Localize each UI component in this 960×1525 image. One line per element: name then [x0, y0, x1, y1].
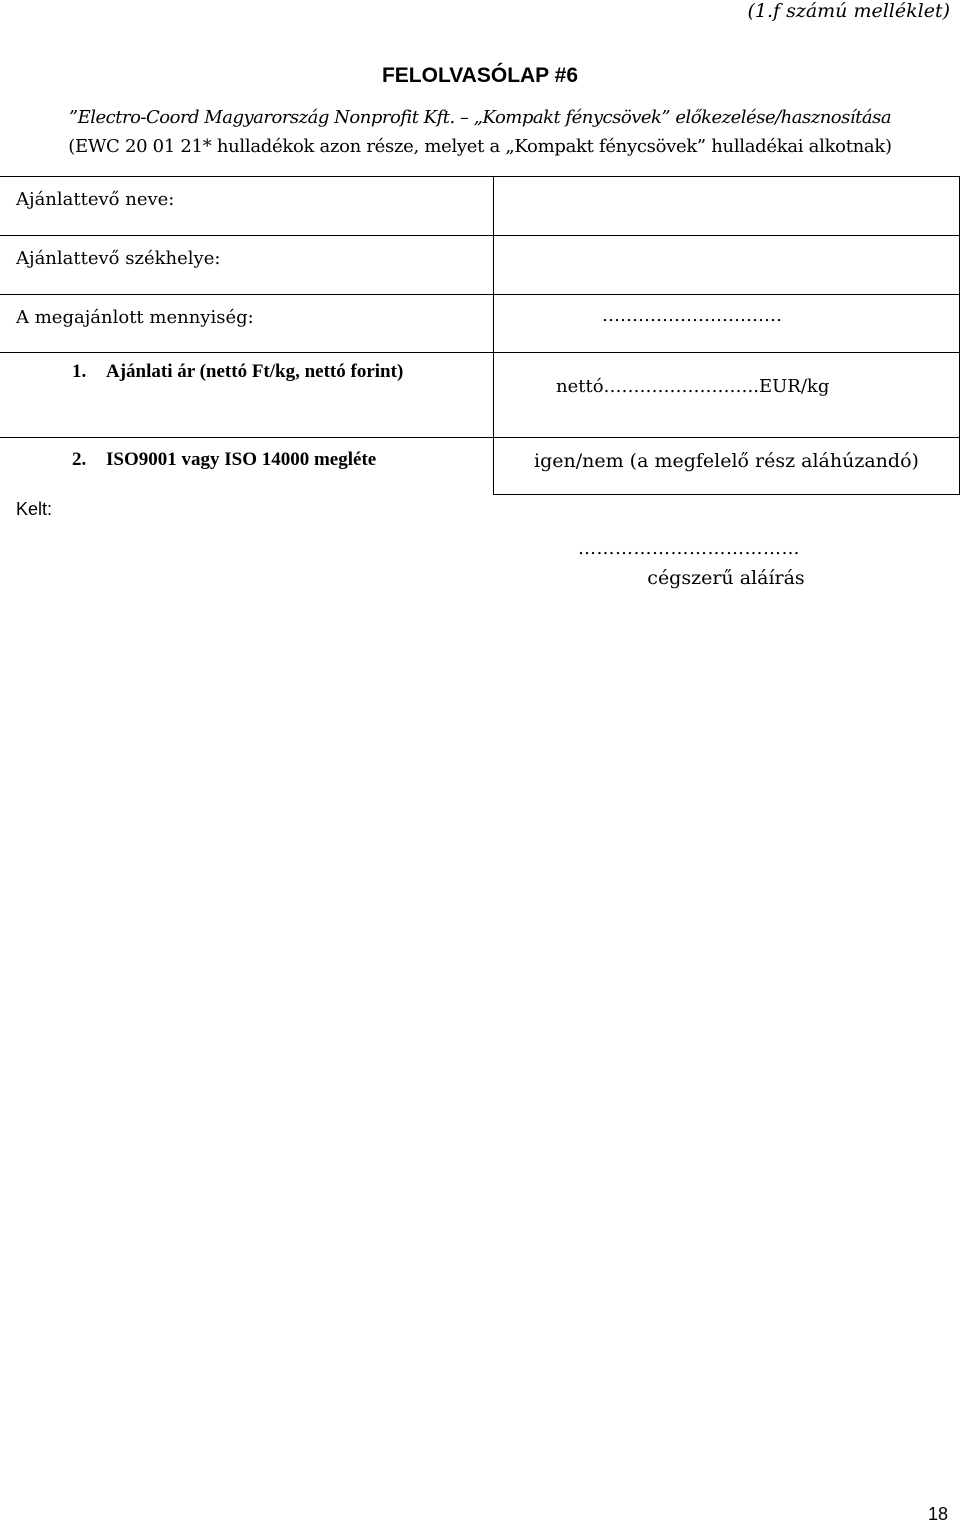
offered-quantity-field[interactable]: ………………………… — [602, 305, 782, 326]
table-row-divider — [0, 437, 960, 438]
annex-label: (1.f számú melléklet) — [747, 0, 950, 22]
page-title: FELOLVASÓLAP #6 — [381, 64, 579, 87]
table-border-top — [0, 176, 960, 177]
signature-label: cégszerű aláírás — [647, 567, 805, 589]
item-number: 2. — [72, 449, 87, 470]
subtitle-line-2: (EWC 20 01 21* hulladékok azon része, melyet a „Kompakt fénycsövek” hulladékai alkotnak) — [68, 136, 892, 157]
signature-line[interactable]: ……………………………… — [578, 538, 800, 559]
bidder-address-field[interactable] — [510, 248, 940, 278]
price-offer-label — [72, 352, 482, 392]
price-offer-field[interactable]: nettó……………………..EUR/kg — [556, 376, 830, 397]
subtitle-line-1: ”Electro-Coord Magyarország Nonprofit Kft. – „Kompakt fénycsövek” előkezelése/hasznosítása — [68, 107, 892, 128]
bidder-name-label: Ajánlattevő neve: — [16, 189, 175, 210]
bidder-address-label: Ajánlattevő székhelye: — [16, 248, 221, 269]
table-column-divider — [493, 176, 494, 495]
iso-certificate-field[interactable]: igen/nem (a megfelelő rész aláhúzandó) — [534, 450, 919, 472]
iso-certificate-label — [72, 449, 376, 471]
offered-quantity-label: A megajánlott mennyiség: — [16, 307, 254, 328]
table-row-divider — [0, 294, 960, 295]
bidder-name-field[interactable] — [510, 189, 940, 219]
table-border-bottom — [493, 494, 960, 495]
item-label: Ajánlati ár (nettó Ft/kg, nettó forint) — [106, 361, 404, 382]
item-number: 1. — [72, 361, 87, 382]
table-row-divider — [0, 235, 960, 236]
item-label: ISO9001 vagy ISO 14000 megléte — [106, 449, 377, 470]
date-label: Kelt: — [16, 499, 53, 519]
page-number: 18 — [927, 1504, 948, 1524]
